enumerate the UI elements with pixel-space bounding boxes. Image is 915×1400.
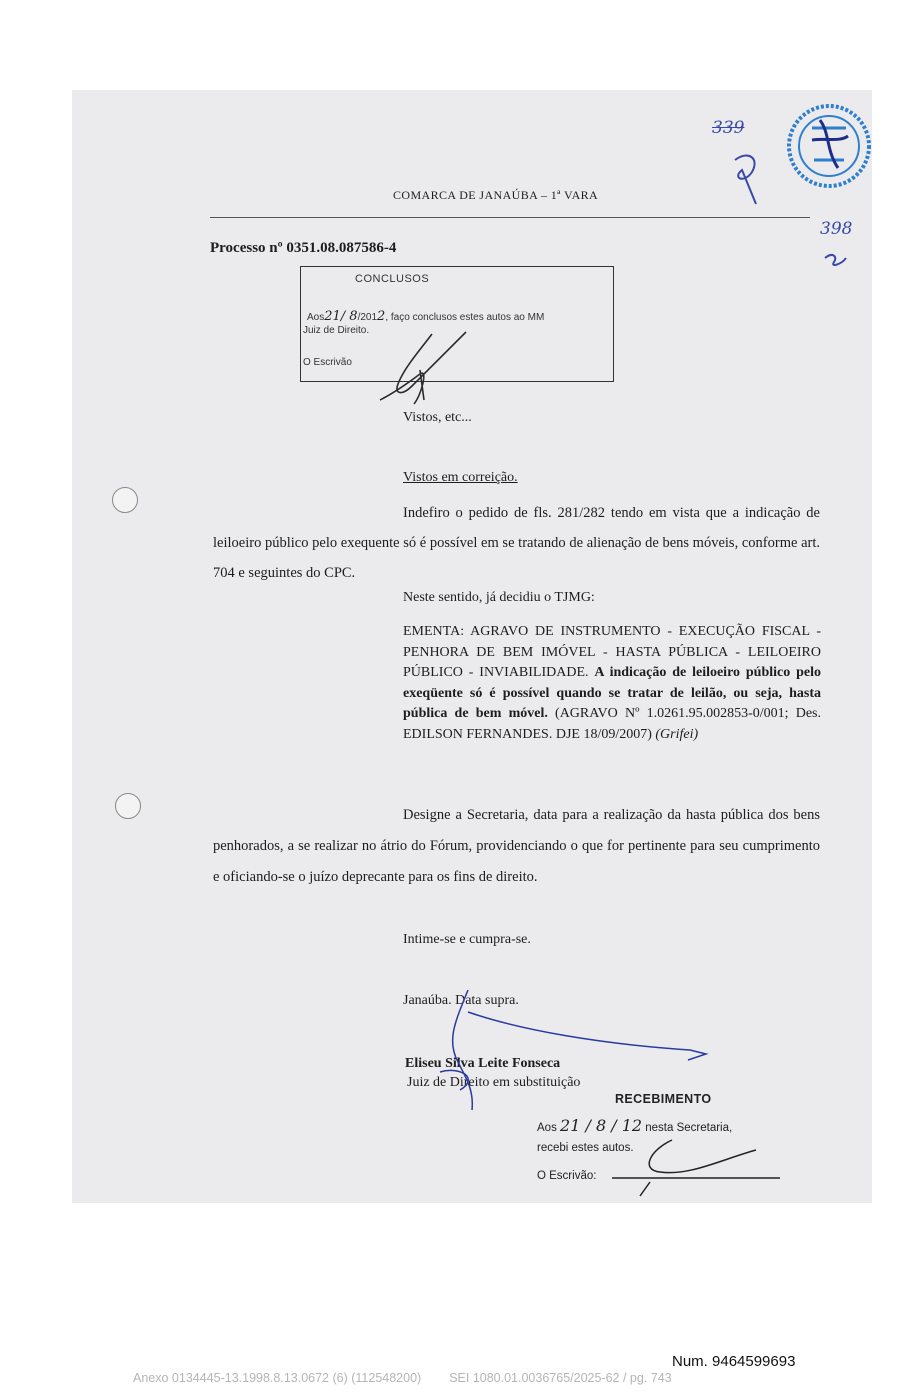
vistos-correicao-heading: Vistos em correição. xyxy=(403,470,518,485)
ementa-citation: (AGRAVO Nº 1.0261.95.002853-0/001; Des. EDILSON FERNANDES. DJE 18/09/2007) xyxy=(403,706,821,742)
secretaria-seal xyxy=(789,106,869,186)
footer-sei: SEI 1080.01.0036765/2025-62 / pg. 743 xyxy=(449,1371,672,1385)
paragraph-indeferimento: Indefiro o pedido de fls. 281/282 tendo em vista que a indicação de leiloeiro público pelo exequente só é possível em se tratando de alienação de bens móveis, conforme art. 704 e seguintes do CPC. xyxy=(213,505,820,581)
paragraph-designe: Designe a Secretaria, data para a realização da hasta pública dos bens penhorados, a se realizar no átrio do Fórum, providenciando o que for pertinente para seu cumprimento e oficiando-se o juízo deprecante para os fins de direito. xyxy=(213,807,820,885)
recebimento-received-line: recebi estes autos. xyxy=(537,1142,634,1154)
recebimento-title: RECEBIMENTO xyxy=(615,1092,712,1106)
conclusos-hand-day: 21 xyxy=(324,309,341,324)
vistos-text: Vistos, etc... xyxy=(403,410,472,425)
judge-name: Eliseu Silva Leite Fonseca xyxy=(405,1056,561,1071)
footer-metadata xyxy=(133,1371,672,1385)
recebimento-signature xyxy=(612,1140,780,1196)
court-title: COMARCA DE JANAÚBA – 1ª VARA xyxy=(393,188,599,202)
recebimento-date-line: Aos 21 / 8 / 12 nesta Secretaria, xyxy=(537,1116,733,1135)
margin-flourish xyxy=(735,156,846,265)
ementa-bold: A indicação de leiloeiro público pelo exeqüente só é possível quando se tratar de leilão, ou seja, hasta pública de bem móvel. xyxy=(403,665,821,721)
footer-anexo: Anexo 0134445-13.1998.8.13.0672 (6) (112548200) xyxy=(133,1371,422,1385)
conclusos-hand-year: 2 xyxy=(377,309,386,324)
process-number: Processo nº 0351.08.087586-4 xyxy=(210,240,397,256)
conclusos-clerk-line: O Escrivão xyxy=(303,357,352,368)
conclusos-judge-line: Juiz de Direito. xyxy=(303,325,370,336)
ementa-plain: EMENTA: AGRAVO DE INSTRUMENTO - EXECUÇÃO FISCAL - PENHORA DE BEM IMÓVEL - HASTA PÚBLICA - LEILOEIRO PÚBLICO - INVIABILIDADE. xyxy=(403,624,821,680)
conclusos-date-line: Aos21/ 8/2012, faço conclusos estes autos ao MM xyxy=(307,309,545,324)
recebimento-hand-date: 21 / 8 / 12 xyxy=(560,1116,643,1135)
conclusos-hand-month: / 8 xyxy=(340,309,358,324)
intime-text: Intime-se e cumpra-se. xyxy=(403,932,531,947)
judge-role: Juiz de Direito em substituição xyxy=(407,1075,581,1090)
conclusos-signature xyxy=(380,332,466,404)
footer-document-number: Num. 9464599693 xyxy=(672,1353,796,1370)
judge-signature xyxy=(440,990,706,1110)
neste-sentido-text: Neste sentido, já decidiu o TJMG: xyxy=(403,590,595,605)
conclusos-title: CONCLUSOS xyxy=(355,273,430,285)
local-data-text: Janaúba. Data supra. xyxy=(403,993,519,1008)
recebimento-clerk-line: O Escrivão: xyxy=(537,1170,597,1182)
margin-page-new: 398 xyxy=(820,219,853,239)
ementa-grifei: (Grifei) xyxy=(655,726,699,742)
margin-page-old: 339 xyxy=(712,118,745,138)
